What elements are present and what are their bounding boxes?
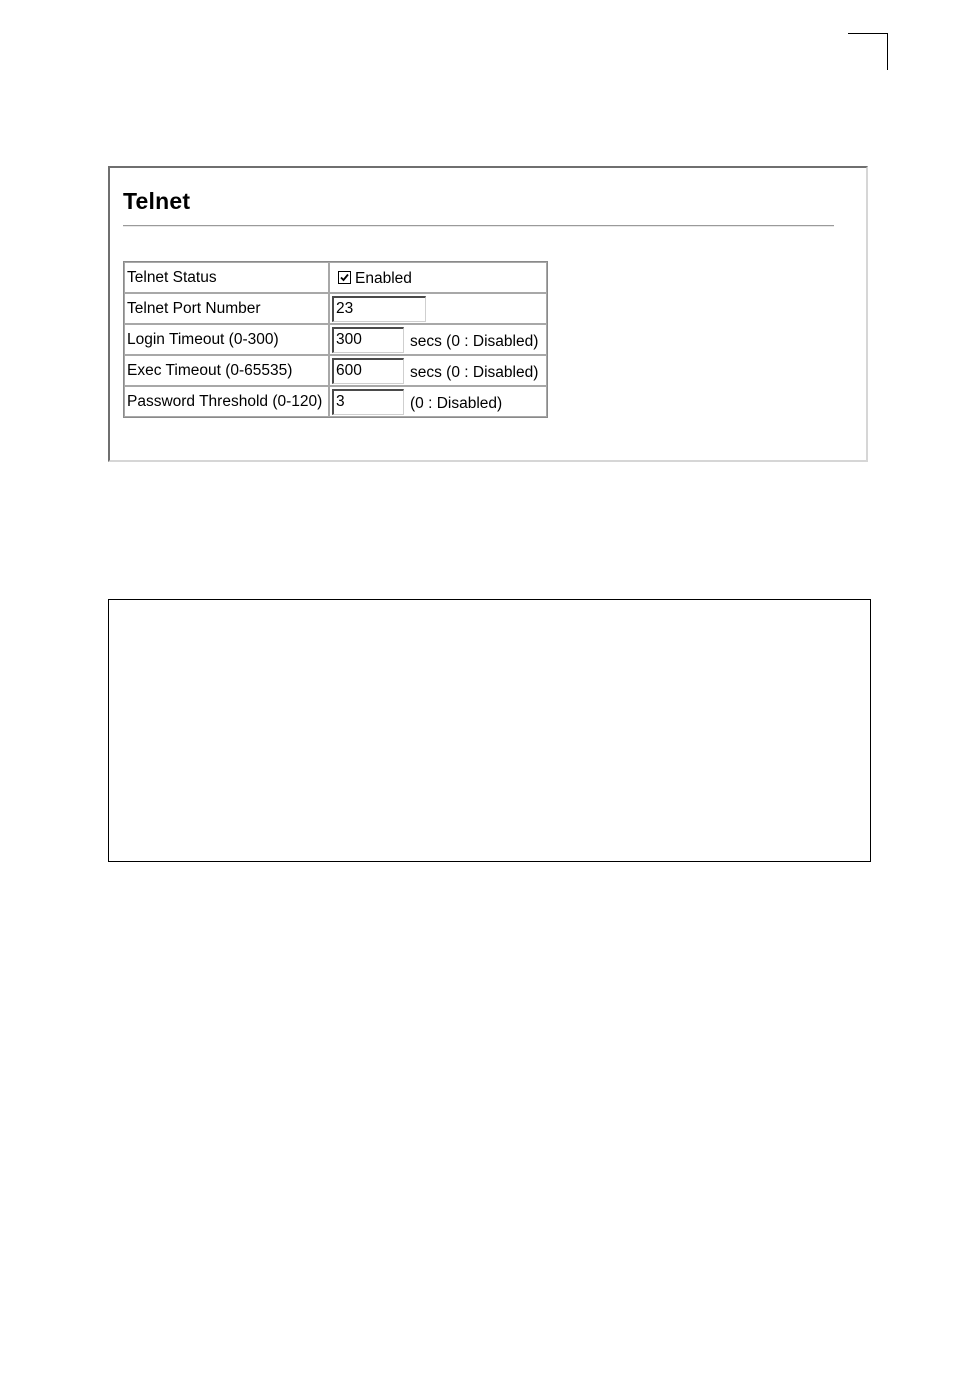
table-row-exec-timeout: [124, 355, 547, 386]
telnet-status-cell: [329, 262, 547, 293]
exec-timeout-cell: [329, 355, 547, 386]
password-threshold-cell: [329, 386, 547, 417]
telnet-status-checkbox[interactable]: [338, 271, 351, 284]
telnet-port-label: Telnet Port Number: [124, 293, 329, 324]
login-timeout-cell: [329, 324, 547, 355]
password-threshold-input[interactable]: 3: [332, 389, 404, 415]
telnet-status-value-label: Enabled: [355, 269, 412, 287]
checkmark-icon: [339, 272, 350, 283]
exec-timeout-input[interactable]: 600: [332, 358, 404, 384]
table-row-password-threshold: [124, 386, 547, 417]
table-row-login-timeout: [124, 324, 547, 355]
crop-mark-horizontal: [848, 33, 888, 34]
telnet-port-input[interactable]: 23: [332, 296, 426, 322]
page-title: Telnet: [123, 188, 191, 214]
telnet-settings-table: [123, 261, 548, 418]
login-timeout-suffix: secs (0 : Disabled): [410, 332, 539, 350]
exec-timeout-suffix: secs (0 : Disabled): [410, 363, 539, 381]
login-timeout-label: Login Timeout (0-300): [124, 324, 329, 355]
password-threshold-label: Password Threshold (0-120): [124, 386, 329, 417]
table-row-telnet-status: [124, 262, 547, 293]
login-timeout-input[interactable]: 300: [332, 327, 404, 353]
exec-timeout-label: Exec Timeout (0-65535): [124, 355, 329, 386]
telnet-settings-panel: [108, 166, 868, 462]
table-row-telnet-port: [124, 293, 547, 324]
empty-example-box: [108, 599, 871, 862]
crop-mark-vertical: [887, 33, 888, 70]
password-threshold-suffix: (0 : Disabled): [410, 394, 503, 412]
telnet-status-label: Telnet Status: [124, 262, 329, 293]
telnet-port-cell: [329, 293, 547, 324]
title-divider: [123, 225, 834, 227]
